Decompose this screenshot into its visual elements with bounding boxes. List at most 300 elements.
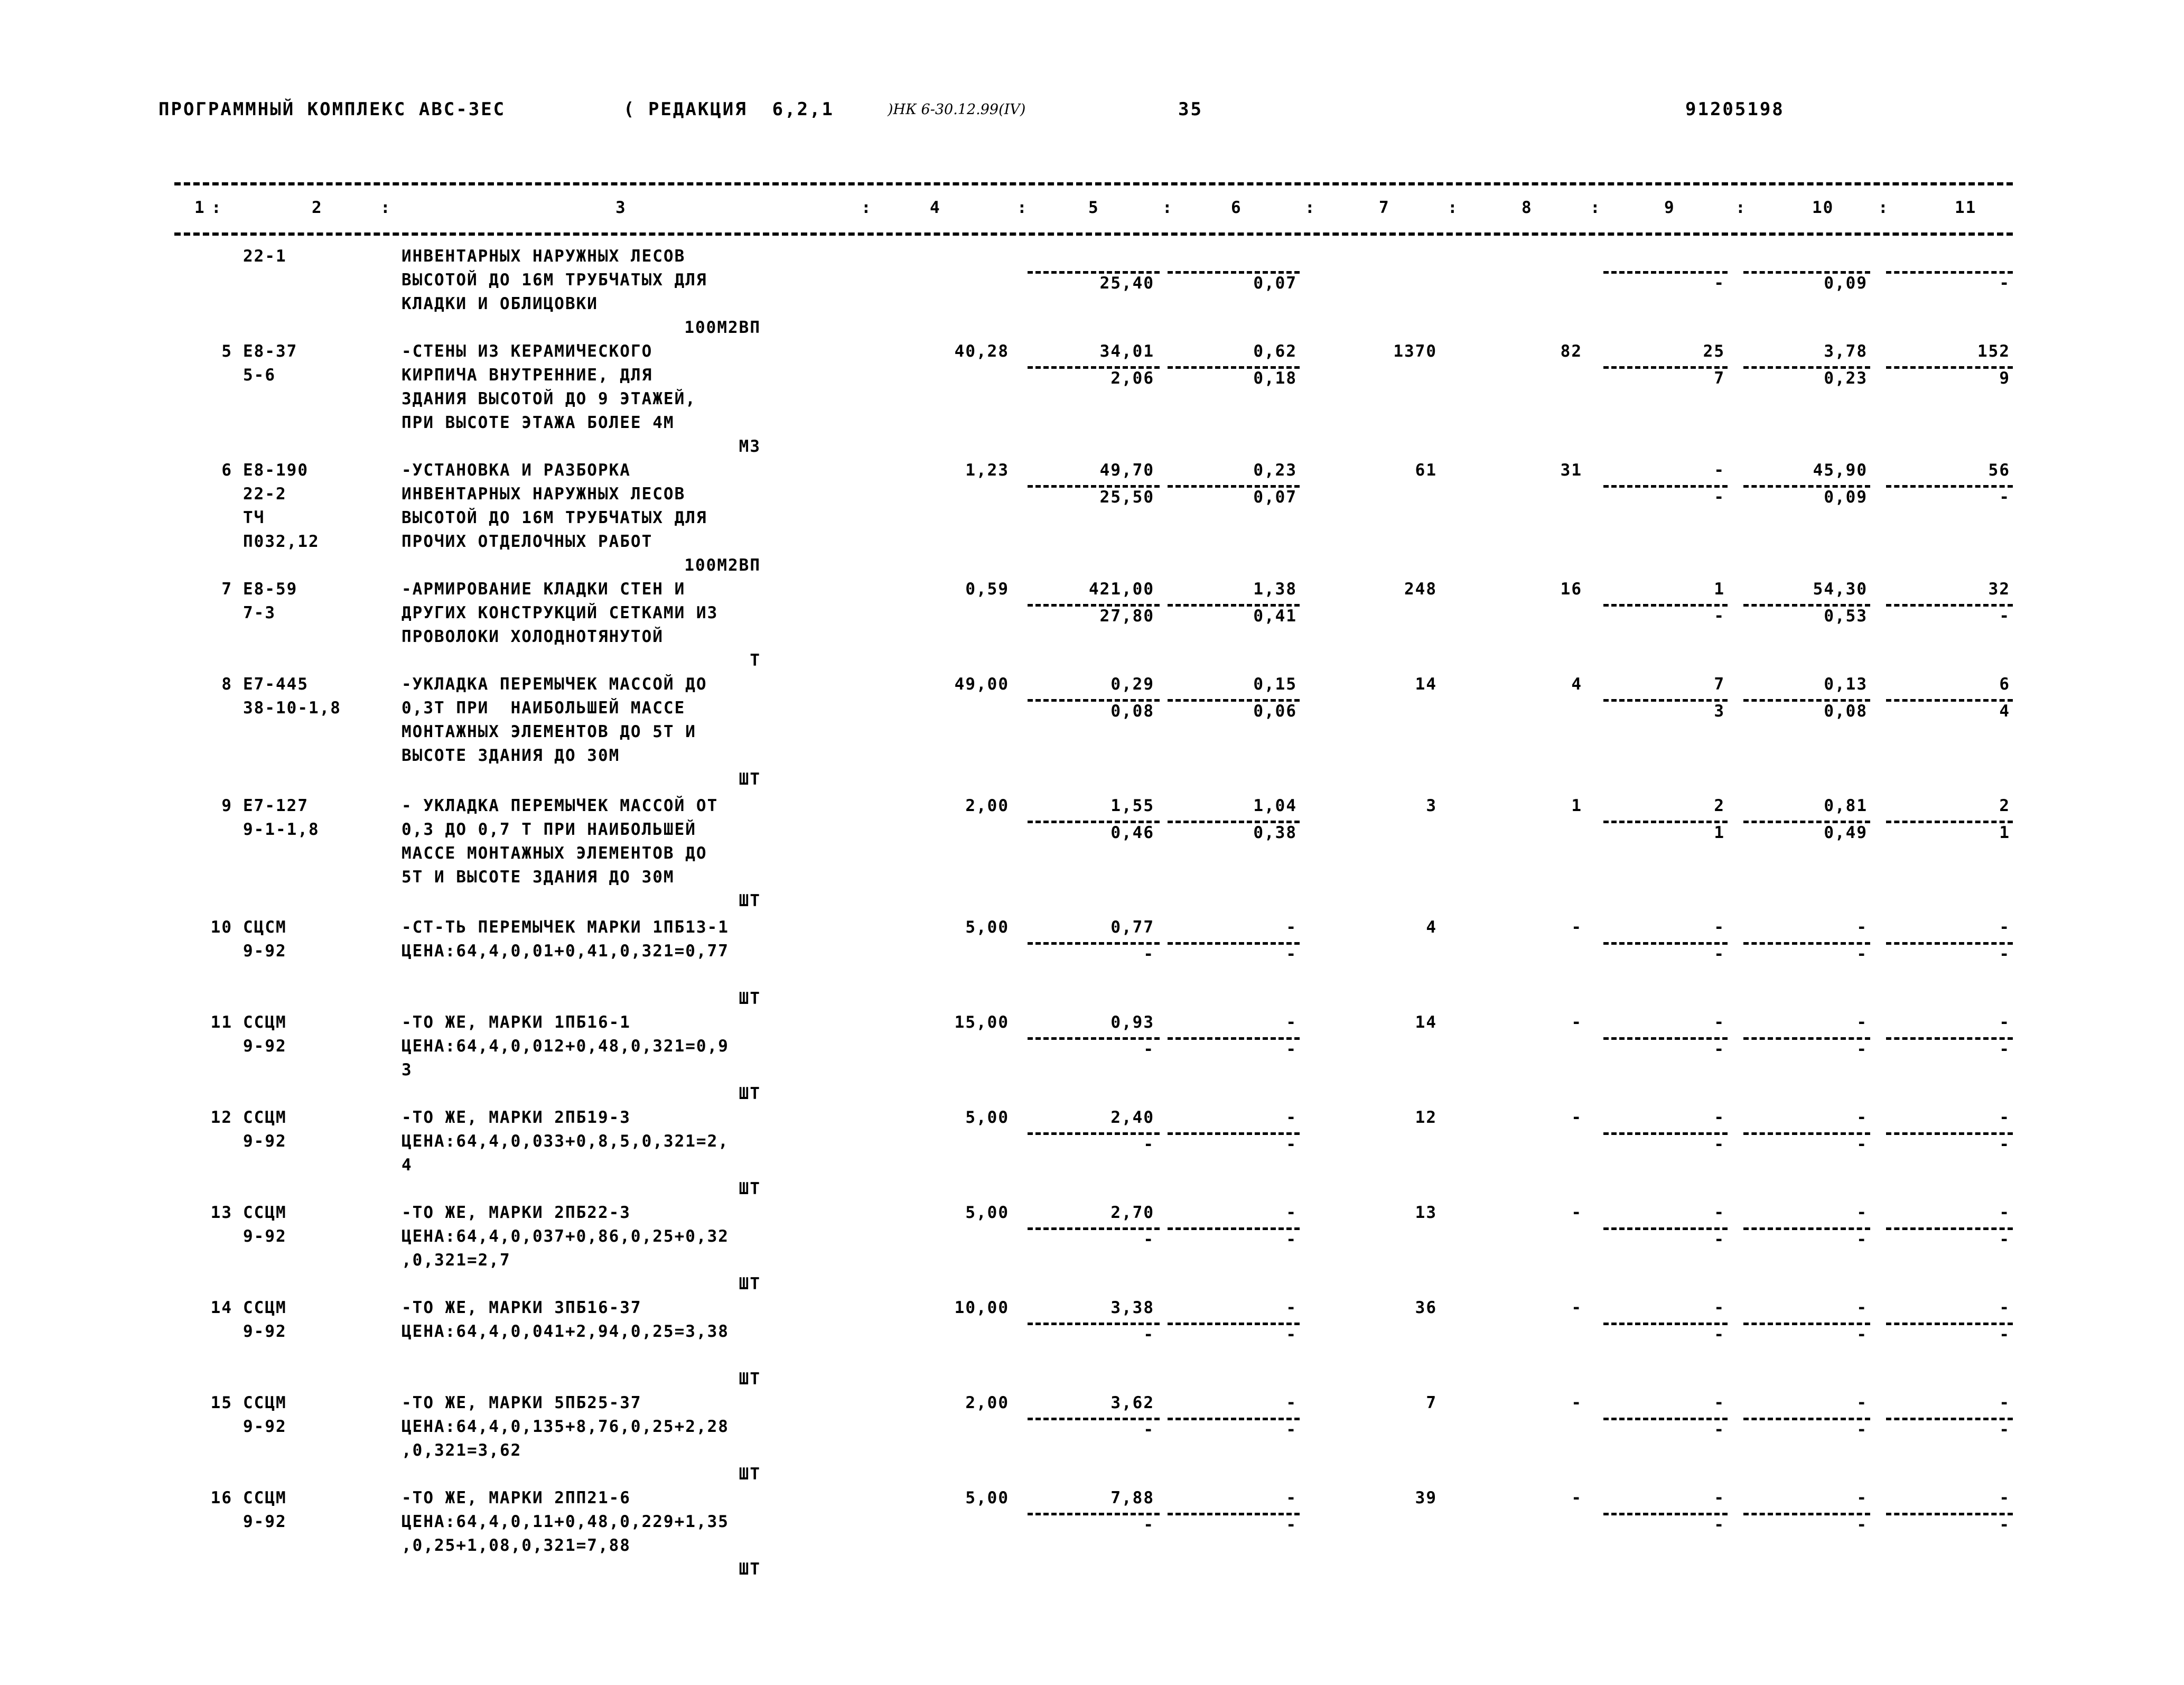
cell-c6-upper: 0,62 <box>1253 342 1297 361</box>
cell-c11-lower: - <box>1999 1325 2010 1344</box>
cell-c7: 248 <box>1404 580 1437 599</box>
column-separator: : <box>861 198 872 217</box>
column-separator: : <box>1162 198 1173 217</box>
cell-c5-lower: - <box>1143 1325 1154 1344</box>
cell-divider <box>1603 1132 1728 1135</box>
work-description-line: ЦЕНА:64,4,0,041+2,94,0,25=3,38 <box>402 1322 729 1341</box>
work-description-line: -УСТАНОВКА И РАЗБОРКА <box>402 461 631 480</box>
work-description-line: ,0,321=2,7 <box>402 1251 511 1270</box>
rate-code: Е8-190 <box>243 461 309 480</box>
program-name: ПРОГРАММНЫЙ КОМПЛЕКС АВС-3ЕС <box>158 99 506 120</box>
work-description-line: ЦЕНА:64,4,0,037+0,86,0,25+0,32 <box>402 1227 729 1246</box>
cell-c6-lower: 0,07 <box>1253 274 1297 293</box>
rate-code: 9-92 <box>243 1132 287 1151</box>
work-description-line: КЛАДКИ И ОБЛИЦОВКИ <box>402 294 598 313</box>
cell-c5-lower: 2,06 <box>1110 369 1154 388</box>
cell-c5-upper: 3,38 <box>1110 1298 1154 1317</box>
cell-c7: 13 <box>1415 1203 1437 1222</box>
cell-c9-lower: - <box>1714 945 1725 964</box>
cell-divider <box>1603 942 1728 945</box>
cell-c10-lower: - <box>1856 1135 1868 1154</box>
work-description-line: ВЫСОТЕ ЗДАНИЯ ДО 30М <box>402 746 620 765</box>
cell-c10-lower: 0,23 <box>1824 369 1868 388</box>
cell-c8: - <box>1571 1488 1582 1507</box>
cell-c7: 61 <box>1415 461 1437 480</box>
cell-c7: 1370 <box>1393 342 1437 361</box>
cell-divider <box>1603 821 1728 823</box>
column-separator: : <box>1305 198 1316 217</box>
cell-c11-lower: - <box>1999 945 2010 964</box>
work-description-line: КИРПИЧА ВНУТРЕННИЕ, ДЛЯ <box>402 366 653 385</box>
cell-c9-lower: 1 <box>1714 823 1725 842</box>
rate-code: Е8-37 <box>243 342 298 361</box>
work-description-line: -ТО ЖЕ, МАРКИ 1ПБ16-1 <box>402 1013 631 1032</box>
cell-c5-lower: - <box>1143 1040 1154 1059</box>
handwritten-note: )НК 6-30.12.99(IV) <box>888 101 1026 118</box>
cell-c7: 39 <box>1415 1488 1437 1507</box>
cell-c9-lower: - <box>1714 274 1725 293</box>
column-header-3: 3 <box>615 198 627 217</box>
cell-divider <box>1603 1227 1728 1230</box>
cell-c9-upper: - <box>1714 1298 1725 1317</box>
row-number: 7 <box>221 580 232 599</box>
cell-divider <box>1603 604 1728 607</box>
cell-c6-lower: - <box>1286 1420 1297 1439</box>
cell-divider <box>1743 1227 1870 1230</box>
cell-divider <box>1886 1227 2013 1230</box>
rate-code: П032,12 <box>243 532 320 551</box>
cell-c10-upper: 45,90 <box>1813 461 1868 480</box>
cell-c6-lower: - <box>1286 1515 1297 1534</box>
cell-c10-upper: - <box>1856 1393 1868 1412</box>
cell-c5-lower: 25,40 <box>1099 274 1154 293</box>
column-header-11: 11 <box>1955 198 1977 217</box>
cell-divider <box>1603 1323 1728 1325</box>
work-description-line: -ТО ЖЕ, МАРКИ 2ПБ19-3 <box>402 1108 631 1127</box>
cell-divider <box>1886 1418 2013 1420</box>
cell-c11-upper: - <box>1999 1203 2010 1222</box>
column-separator: : <box>1448 198 1459 217</box>
cell-c10-upper: - <box>1856 1298 1868 1317</box>
rate-code: 9-92 <box>243 942 287 961</box>
cell-c6-lower: 0,38 <box>1253 823 1297 842</box>
cell-divider <box>1743 1037 1870 1040</box>
cell-c9-upper: 1 <box>1714 580 1725 599</box>
cell-divider <box>1168 1323 1300 1325</box>
cell-c9-upper: - <box>1714 1393 1725 1412</box>
cell-c9-upper: - <box>1714 1108 1725 1127</box>
column-header-9: 9 <box>1664 198 1675 217</box>
cell-c5-upper: 0,93 <box>1110 1013 1154 1032</box>
cell-c5-lower: 25,50 <box>1099 488 1154 507</box>
cell-divider <box>1743 942 1870 945</box>
unit-of-measure: ШТ <box>739 989 761 1008</box>
cell-c7: 36 <box>1415 1298 1437 1317</box>
cell-c10-lower: - <box>1856 1040 1868 1059</box>
column-header-2: 2 <box>312 198 323 217</box>
cell-c8: - <box>1571 1013 1582 1032</box>
cell-c6-lower: 0,41 <box>1253 607 1297 626</box>
cell-c9-lower: 3 <box>1714 702 1725 721</box>
column-header-8: 8 <box>1522 198 1533 217</box>
cell-c11-lower: - <box>1999 1420 2010 1439</box>
unit-of-measure: ШТ <box>739 891 761 910</box>
cell-divider <box>1886 271 2013 274</box>
cell-divider <box>1886 821 2013 823</box>
column-separator: : <box>1735 198 1747 217</box>
work-description-line: -АРМИРОВАНИЕ КЛАДКИ СТЕН И <box>402 580 686 599</box>
cell-c5-upper: 34,01 <box>1099 342 1154 361</box>
cell-c10-lower: - <box>1856 1230 1868 1249</box>
rate-code: 9-92 <box>243 1227 287 1246</box>
cell-c6-upper: - <box>1286 1488 1297 1507</box>
work-description-line: ДРУГИХ КОНСТРУКЦИЙ СЕТКАМИ ИЗ <box>402 603 718 622</box>
unit-of-measure: ШТ <box>739 770 761 789</box>
work-description-line: ЗДАНИЯ ВЫСОТОЙ ДО 9 ЭТАЖЕЙ, <box>402 389 696 408</box>
work-description-line: ПРОВОЛОКИ ХОЛОДНОТЯНУТОЙ <box>402 627 664 646</box>
cell-c11-upper: 32 <box>1988 580 2010 599</box>
cell-c5-upper: 7,88 <box>1110 1488 1154 1507</box>
cell-c9-upper: - <box>1714 1013 1725 1032</box>
quantity: 5,00 <box>965 1203 1009 1222</box>
work-description-line: - УКЛАДКА ПЕРЕМЫЧЕК МАССОЙ ОТ <box>402 796 718 815</box>
work-description-line: ИНВЕНТАРНЫХ НАРУЖНЫХ ЛЕСОВ <box>402 485 686 504</box>
cell-c9-lower: - <box>1714 607 1725 626</box>
column-header-1: 1 <box>194 198 206 217</box>
quantity: 15,00 <box>954 1013 1009 1032</box>
cell-c6-lower: - <box>1286 945 1297 964</box>
work-description-line: ПРИ ВЫСОТЕ ЭТАЖА БОЛЕЕ 4М <box>402 413 675 432</box>
cell-c7: 14 <box>1415 1013 1437 1032</box>
row-number: 14 <box>210 1298 232 1317</box>
quantity: 0,59 <box>965 580 1009 599</box>
cell-c10-upper: - <box>1856 918 1868 937</box>
unit-of-measure: ШТ <box>739 1560 761 1579</box>
cell-c8: 16 <box>1560 580 1582 599</box>
cell-c5-upper: 3,62 <box>1110 1393 1154 1412</box>
cell-c11-lower: 9 <box>1999 369 2010 388</box>
rate-code: 22-2 <box>243 485 287 504</box>
cell-c5-upper: 2,40 <box>1110 1108 1154 1127</box>
unit-of-measure: Т <box>750 651 761 670</box>
cell-c10-lower: - <box>1856 1515 1868 1534</box>
cell-c10-lower: 0,49 <box>1824 823 1868 842</box>
cell-c11-lower: - <box>1999 1230 2010 1249</box>
work-description-line: -ТО ЖЕ, МАРКИ 5ПБ25-37 <box>402 1393 642 1412</box>
cell-c9-upper: 7 <box>1714 675 1725 694</box>
cell-c11-upper: 152 <box>1977 342 2010 361</box>
cell-c11-lower: 1 <box>1999 823 2010 842</box>
row-number: 6 <box>221 461 232 480</box>
rate-code: ССЦМ <box>243 1488 287 1507</box>
cell-c6-lower: - <box>1286 1135 1297 1154</box>
cell-c6-lower: - <box>1286 1325 1297 1344</box>
quantity: 2,00 <box>965 796 1009 815</box>
cell-divider <box>1168 942 1300 945</box>
rate-code: 9-92 <box>243 1417 287 1436</box>
cell-c11-upper: 6 <box>1999 675 2010 694</box>
cell-c11-lower: - <box>1999 1515 2010 1534</box>
rate-code: ТЧ <box>243 508 265 527</box>
cell-c9-upper: 2 <box>1714 796 1725 815</box>
cell-c11-upper: - <box>1999 1488 2010 1507</box>
cell-c6-lower: 0,07 <box>1253 488 1297 507</box>
cell-c6-lower: - <box>1286 1040 1297 1059</box>
rate-code: 9-92 <box>243 1512 287 1531</box>
cell-c6-upper: 0,23 <box>1253 461 1297 480</box>
cell-divider <box>1886 366 2013 369</box>
work-description-line: ,0,321=3,62 <box>402 1441 522 1460</box>
header-bottom-rule <box>174 232 2013 236</box>
rate-code: 38-10-1,8 <box>243 699 341 718</box>
cell-c5-lower: - <box>1143 1515 1154 1534</box>
cell-c7: 7 <box>1426 1393 1437 1412</box>
quantity: 5,00 <box>965 1488 1009 1507</box>
cell-c10-upper: - <box>1856 1108 1868 1127</box>
cell-divider <box>1168 1513 1300 1515</box>
row-number: 8 <box>221 675 232 694</box>
cell-divider <box>1886 699 2013 702</box>
cell-c10-upper: - <box>1856 1203 1868 1222</box>
cell-c9-lower: - <box>1714 1135 1725 1154</box>
cell-divider <box>1168 1037 1300 1040</box>
cell-divider <box>1028 1132 1160 1135</box>
cell-c5-lower: 0,46 <box>1110 823 1154 842</box>
cell-c7: 14 <box>1415 675 1437 694</box>
cell-divider <box>1168 1132 1300 1135</box>
cell-c11-upper: 56 <box>1988 461 2010 480</box>
page-number: 35 <box>1178 99 1203 120</box>
cell-c5-lower: 0,08 <box>1110 702 1154 721</box>
cell-c9-upper: - <box>1714 918 1725 937</box>
cell-c11-upper: - <box>1999 1108 2010 1127</box>
rate-code: 7-3 <box>243 603 276 622</box>
cell-c11-lower: - <box>1999 607 2010 626</box>
cell-c5-lower: - <box>1143 1420 1154 1439</box>
cell-c11-lower: - <box>1999 274 2010 293</box>
quantity: 10,00 <box>954 1298 1009 1317</box>
cell-c6-upper: 0,15 <box>1253 675 1297 694</box>
cell-c10-lower: 0,09 <box>1824 274 1868 293</box>
rate-code: 9-1-1,8 <box>243 820 320 839</box>
quantity: 1,23 <box>965 461 1009 480</box>
cell-c8: 31 <box>1560 461 1582 480</box>
row-number: 15 <box>210 1393 232 1412</box>
work-description-line: МАССЕ МОНТАЖНЫХ ЭЛЕМЕНТОВ ДО <box>402 844 707 863</box>
work-description-line: 3 <box>402 1060 413 1079</box>
unit-of-measure: ШТ <box>739 1084 761 1103</box>
cell-c10-upper: - <box>1856 1013 1868 1032</box>
cell-c10-lower: - <box>1856 1325 1868 1344</box>
column-separator: : <box>1878 198 1889 217</box>
quantity: 40,28 <box>954 342 1009 361</box>
cell-c8: - <box>1571 1108 1582 1127</box>
rate-code: 9-92 <box>243 1037 287 1056</box>
cell-divider <box>1886 1323 2013 1325</box>
cell-c10-upper: 54,30 <box>1813 580 1868 599</box>
cell-divider <box>1886 604 2013 607</box>
rate-code: ССЦМ <box>243 1203 287 1222</box>
cell-divider <box>1743 1418 1870 1420</box>
work-description-line: -УКЛАДКА ПЕРЕМЫЧЕК МАССОЙ ДО <box>402 675 707 694</box>
cell-c9-upper: 25 <box>1703 342 1725 361</box>
column-separator: : <box>211 198 222 217</box>
cell-c9-upper: - <box>1714 1203 1725 1222</box>
cell-divider <box>1028 1418 1160 1420</box>
cell-divider <box>1028 1037 1160 1040</box>
cell-c8: 4 <box>1571 675 1582 694</box>
rate-code: Е8-59 <box>243 580 298 599</box>
work-description-line: ЦЕНА:64,4,0,033+0,8,5,0,321=2, <box>402 1132 729 1151</box>
quantity: 5,00 <box>965 1108 1009 1127</box>
unit-of-measure: ШТ <box>739 1179 761 1198</box>
cell-c5-upper: 2,70 <box>1110 1203 1154 1222</box>
cell-divider <box>1603 1513 1728 1515</box>
unit-of-measure: 100М2ВП <box>684 318 761 337</box>
cell-c11-upper: - <box>1999 1393 2010 1412</box>
cell-c11-lower: 4 <box>1999 702 2010 721</box>
cell-c5-upper: 0,77 <box>1110 918 1154 937</box>
work-description-line: ЦЕНА:64,4,0,01+0,41,0,321=0,77 <box>402 942 729 961</box>
rate-code: 22-1 <box>243 247 287 266</box>
cell-divider <box>1886 942 2013 945</box>
work-description-line: ,0,25+1,08,0,321=7,88 <box>402 1536 631 1555</box>
cell-c6-upper: - <box>1286 918 1297 937</box>
cell-c11-upper: - <box>1999 918 2010 937</box>
cell-c10-lower: - <box>1856 945 1868 964</box>
cell-c6-lower: 0,18 <box>1253 369 1297 388</box>
cell-c9-upper: - <box>1714 1488 1725 1507</box>
cell-c8: - <box>1571 1393 1582 1412</box>
work-description-line: 4 <box>402 1156 413 1175</box>
cell-c6-upper: - <box>1286 1393 1297 1412</box>
work-description-line: -СТ-ТЬ ПЕРЕМЫЧЕК МАРКИ 1ПБ13-1 <box>402 918 729 937</box>
cell-c9-lower: 7 <box>1714 369 1725 388</box>
cell-c8: - <box>1571 1203 1582 1222</box>
work-description-line: ПРОЧИХ ОТДЕЛОЧНЫХ РАБОТ <box>402 532 653 551</box>
row-number: 16 <box>210 1488 232 1507</box>
cell-divider <box>1886 485 2013 488</box>
cell-c6-lower: - <box>1286 1230 1297 1249</box>
rate-code: ССЦМ <box>243 1298 287 1317</box>
cell-divider <box>1603 271 1728 274</box>
column-header-4: 4 <box>930 198 941 217</box>
cell-c11-upper: - <box>1999 1298 2010 1317</box>
cell-c10-lower: - <box>1856 1420 1868 1439</box>
quantity: 49,00 <box>954 675 1009 694</box>
rate-code: 9-92 <box>243 1322 287 1341</box>
cell-c6-lower: 0,06 <box>1253 702 1297 721</box>
rate-code: ССЦМ <box>243 1013 287 1032</box>
column-header-10: 10 <box>1812 198 1834 217</box>
cell-divider <box>1743 1132 1870 1135</box>
row-number: 13 <box>210 1203 232 1222</box>
cell-c8: 82 <box>1560 342 1582 361</box>
cell-c9-lower: - <box>1714 1515 1725 1534</box>
column-header-5: 5 <box>1088 198 1099 217</box>
quantity: 2,00 <box>965 1393 1009 1412</box>
table-top-rule <box>174 182 2013 185</box>
work-description-line: 0,3Т ПРИ НАИБОЛЬШЕЙ МАССЕ <box>402 699 686 718</box>
cell-divider <box>1886 1037 2013 1040</box>
cell-c9-lower: - <box>1714 1420 1725 1439</box>
cell-divider <box>1028 942 1160 945</box>
cell-divider <box>1603 1037 1728 1040</box>
cell-c5-lower: 27,80 <box>1099 607 1154 626</box>
cell-c9-lower: - <box>1714 1325 1725 1344</box>
column-separator: : <box>1017 198 1028 217</box>
cell-c5-upper: 421,00 <box>1089 580 1154 599</box>
cell-c11-lower: - <box>1999 1135 2010 1154</box>
work-description-line: 0,3 ДО 0,7 Т ПРИ НАИБОЛЬШЕЙ <box>402 820 696 839</box>
unit-of-measure: ШТ <box>739 1370 761 1389</box>
work-description-line: ВЫСОТОЙ ДО 16М ТРУБЧАТЫХ ДЛЯ <box>402 271 707 290</box>
cell-c11-lower: - <box>1999 488 2010 507</box>
row-number: 12 <box>210 1108 232 1127</box>
cell-divider <box>1028 1323 1160 1325</box>
cell-c10-lower: 0,09 <box>1824 488 1868 507</box>
work-description-line: ВЫСОТОЙ ДО 16М ТРУБЧАТЫХ ДЛЯ <box>402 508 707 527</box>
cell-c6-upper: - <box>1286 1203 1297 1222</box>
quantity: 5,00 <box>965 918 1009 937</box>
work-description-line: -ТО ЖЕ, МАРКИ 3ПБ16-37 <box>402 1298 642 1317</box>
cell-divider <box>1168 1227 1300 1230</box>
cell-divider <box>1168 1418 1300 1420</box>
work-description-line: ЦЕНА:64,4,0,135+8,76,0,25+2,28 <box>402 1417 729 1436</box>
row-number: 10 <box>210 918 232 937</box>
rate-code: 5-6 <box>243 366 276 385</box>
unit-of-measure: ШТ <box>739 1465 761 1484</box>
rate-code: Е7-445 <box>243 675 309 694</box>
cell-divider <box>1886 1513 2013 1515</box>
work-description-line: ЦЕНА:64,4,0,11+0,48,0,229+1,35 <box>402 1512 729 1531</box>
cell-c7: 4 <box>1426 918 1437 937</box>
work-description-line: ЦЕНА:64,4,0,012+0,48,0,321=0,9 <box>402 1037 729 1056</box>
cell-c10-lower: 0,53 <box>1824 607 1868 626</box>
work-description-line: -ТО ЖЕ, МАРКИ 2ПП21-6 <box>402 1488 631 1507</box>
cell-c6-upper: 1,38 <box>1253 580 1297 599</box>
column-header-7: 7 <box>1379 198 1390 217</box>
column-separator: : <box>380 198 391 217</box>
work-description-line: 5Т И ВЫСОТЕ ЗДАНИЯ ДО 30М <box>402 868 675 887</box>
unit-of-measure: М3 <box>739 437 761 456</box>
row-number: 9 <box>221 796 232 815</box>
cell-c5-upper: 49,70 <box>1099 461 1154 480</box>
work-description-line: -ТО ЖЕ, МАРКИ 2ПБ22-3 <box>402 1203 631 1222</box>
cell-c9-upper: - <box>1714 461 1725 480</box>
row-number: 11 <box>210 1013 232 1032</box>
cell-c11-upper: - <box>1999 1013 2010 1032</box>
cell-c10-upper: 3,78 <box>1824 342 1868 361</box>
cell-c6-upper: - <box>1286 1108 1297 1127</box>
cell-c9-lower: - <box>1714 1040 1725 1059</box>
cell-divider <box>1028 1513 1160 1515</box>
cell-c5-lower: - <box>1143 1230 1154 1249</box>
cell-c11-lower: - <box>1999 1040 2010 1059</box>
rate-code: ССЦМ <box>243 1393 287 1412</box>
cell-divider <box>1886 1132 2013 1135</box>
cell-divider <box>1743 1323 1870 1325</box>
cell-c7: 12 <box>1415 1108 1437 1127</box>
rate-code: СЦСМ <box>243 918 287 937</box>
cell-c5-upper: 1,55 <box>1110 796 1154 815</box>
cell-divider <box>1603 485 1728 488</box>
cell-c5-lower: - <box>1143 1135 1154 1154</box>
cell-c8: - <box>1571 1298 1582 1317</box>
work-description-line: ИНВЕНТАРНЫХ НАРУЖНЫХ ЛЕСОВ <box>402 247 686 266</box>
cell-divider <box>1743 1513 1870 1515</box>
cell-c8: 1 <box>1571 796 1582 815</box>
